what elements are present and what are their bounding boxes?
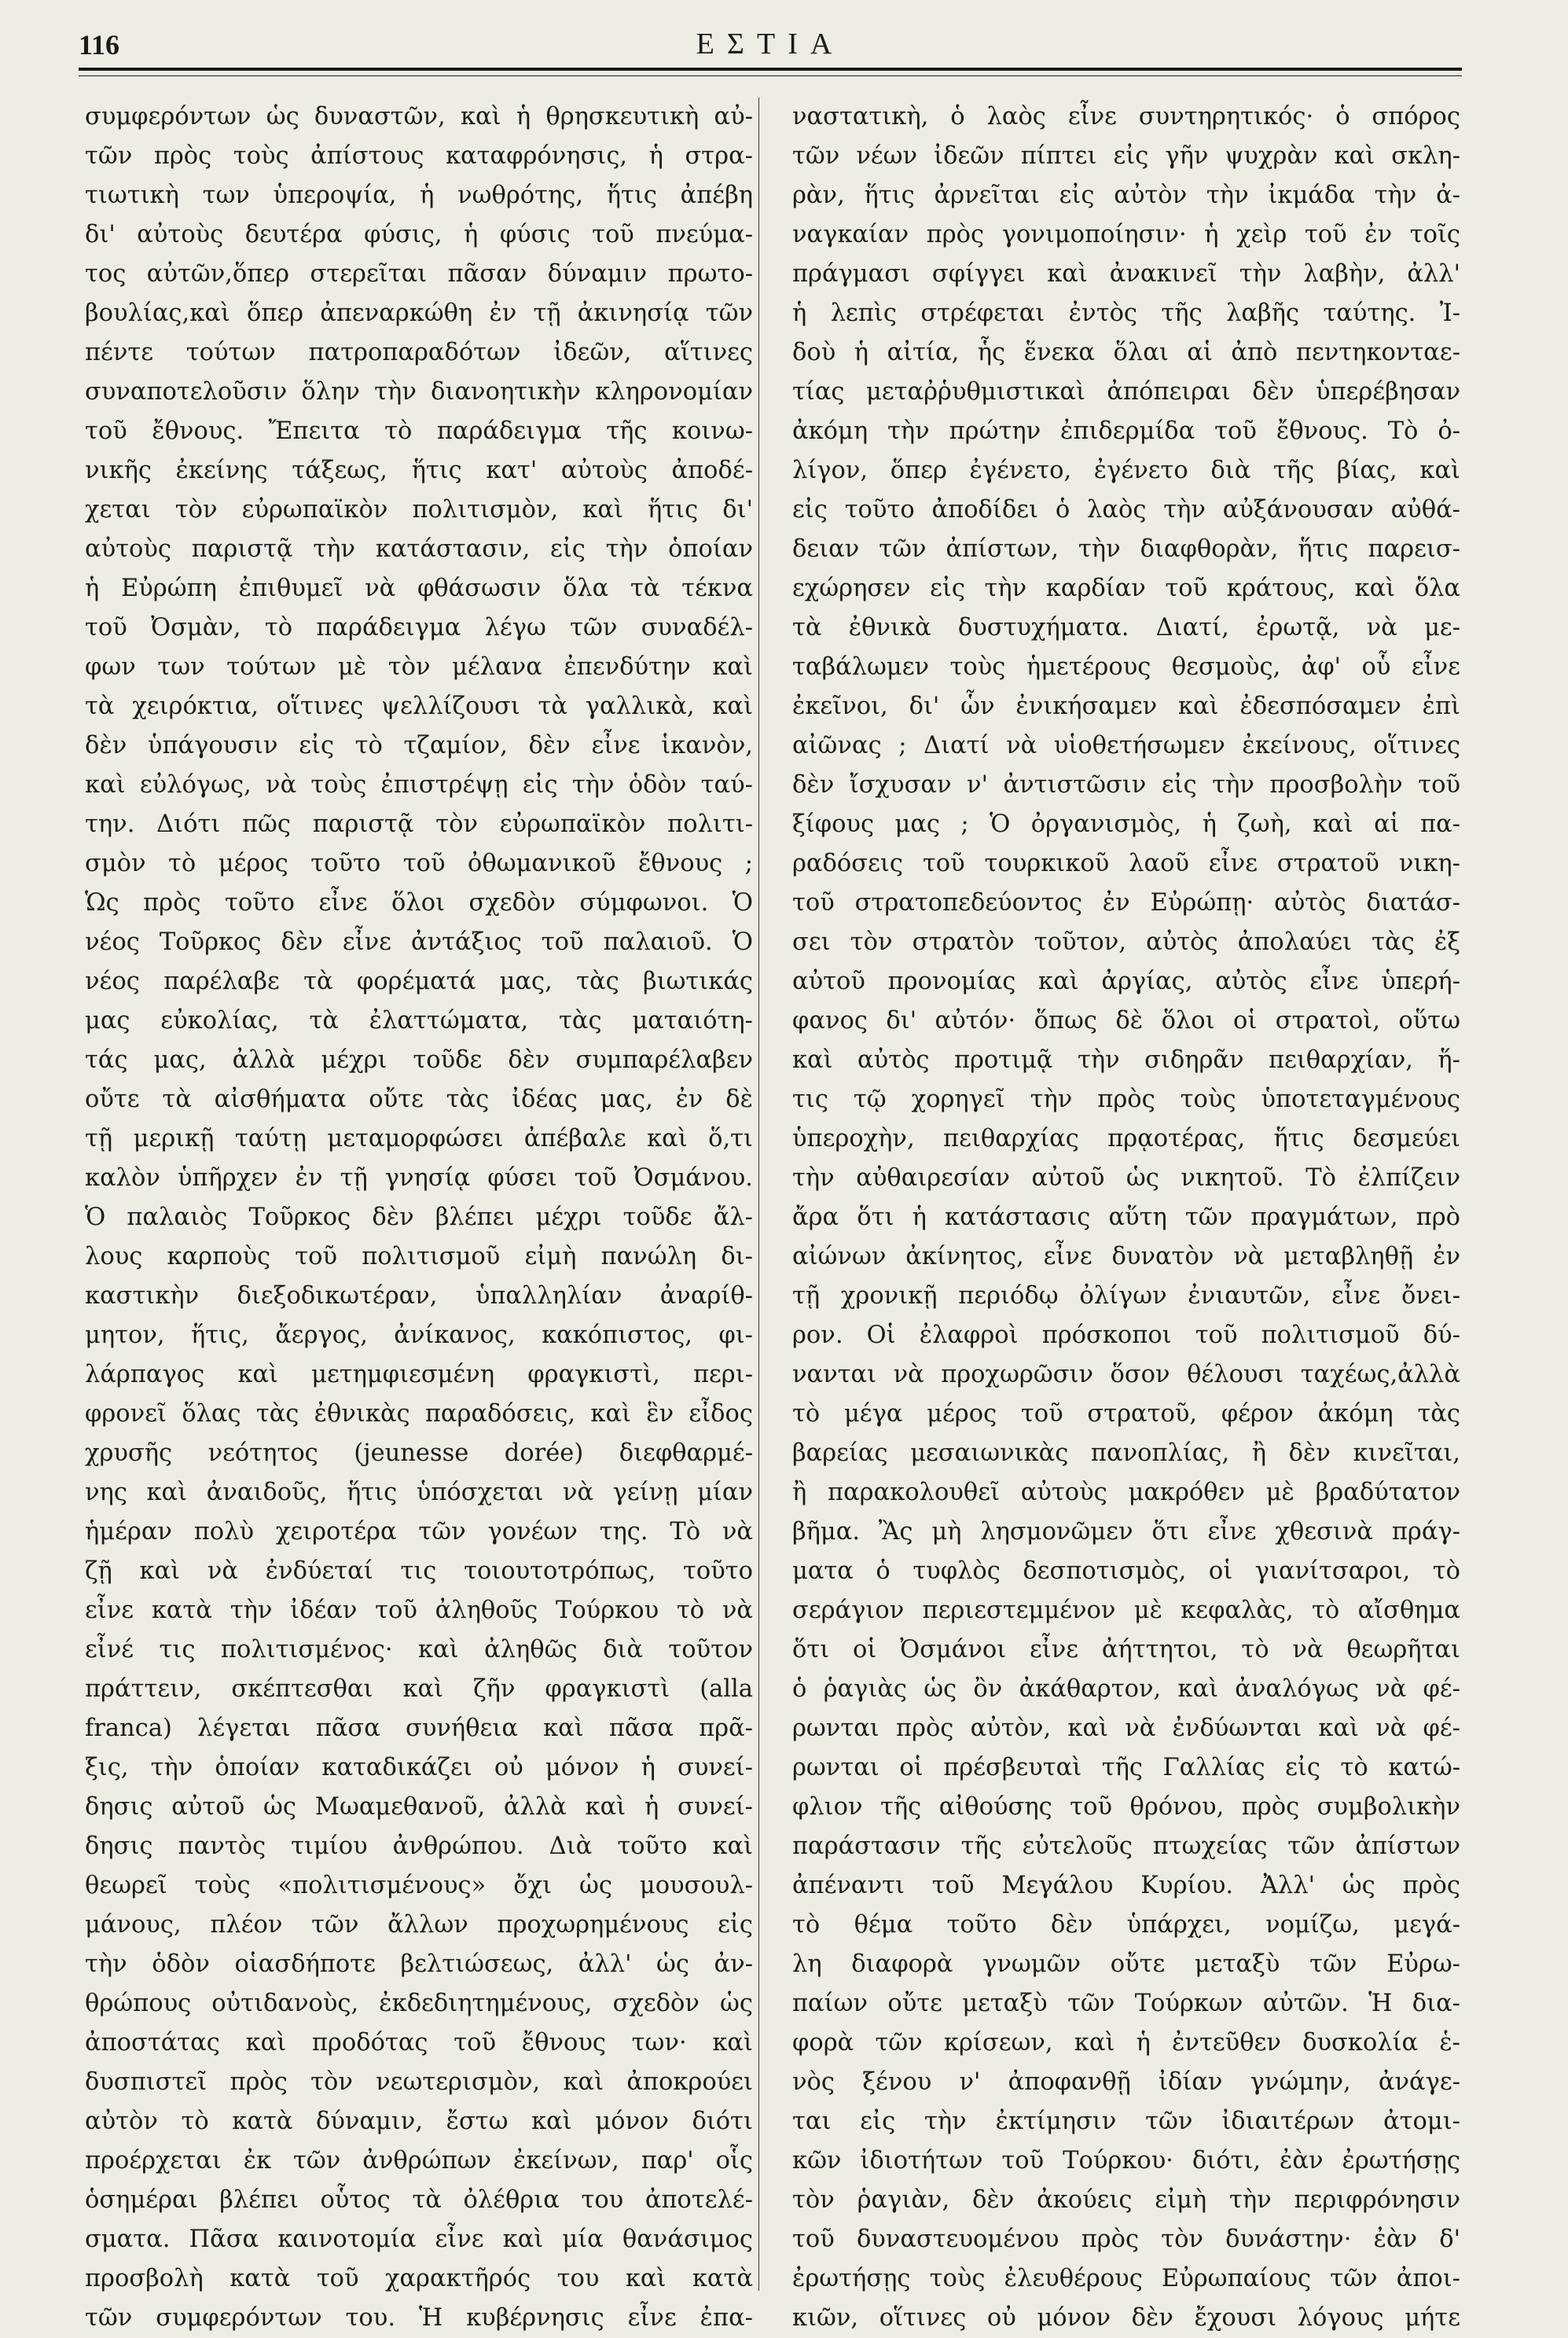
text-line: δησις παντὸς τιμίου ἀνθρώπου. Διὰ τοῦτο καὶ bbox=[85, 1833, 753, 1860]
text-line: τοῦ Ὀσμὰν, τὸ παράδειγμα λέγω τῶν συναδέλ- bbox=[85, 614, 753, 641]
text-line: τῶν νέων ἰδεῶν πίπτει εἰς γῆν ψυχρὰν καὶ σκλη- bbox=[792, 142, 1460, 170]
text-line: βαρείας μεσαιωνικὰς πανοπλίας, ἢ δὲν κινεῖται, bbox=[792, 1439, 1460, 1467]
text-line: λη διαφορὰ γνωμῶν οὔτε μεταξὺ τῶν Εὐρω- bbox=[792, 1950, 1460, 1978]
text-line: μας εὐκολίας, τὰ ἐλαττώματα, τὰς ματαιότη- bbox=[85, 1007, 753, 1035]
text-line: εἶνε κατὰ τὴν ἰδέαν τοῦ ἀληθοῦς Τούρκου τὸ νὰ bbox=[85, 1597, 753, 1624]
text-line: λους καρποὺς τοῦ πολιτισμοῦ εἰμὴ πανώλη δι- bbox=[85, 1243, 753, 1270]
text-line: προσβολὴ κατὰ τοῦ χαρακτῆρός του καὶ κατὰ bbox=[85, 2265, 753, 2292]
text-line: βουλίας,καὶ ὅπερ ἀπεναρκώθη ἐν τῇ ἀκινησίᾳ τῶν bbox=[85, 300, 753, 327]
column-divider bbox=[758, 97, 759, 2291]
text-line: ξις, τὴν ὁποίαν καταδικάζει οὐ μόνον ἡ συνεί- bbox=[85, 1754, 753, 1781]
text-line: πράγμασι σφίγγει καὶ ἀνακινεῖ τὴν λαβὴν, ἀλλ' bbox=[792, 260, 1460, 288]
text-line: κῶν ἰδιοτήτων τοῦ Τούρκου· διότι, ἐὰν ἐρωτήσῃς bbox=[792, 2147, 1460, 2174]
text-line: νανται νὰ προχωρῶσιν ὅσον θέλουσι ταχέως,ἀλλὰ bbox=[792, 1361, 1460, 1388]
text-line: δὲν ἴσχυσαν ν' ἀντιστῶσιν εἰς τὴν προσβολὴν τοῦ bbox=[792, 771, 1460, 799]
text-line: ταβάλωμεν τοὺς ἡμετέρους θεσμοὺς, ἀφ' οὗ εἶνε bbox=[792, 653, 1460, 681]
text-line: τιωτικὴ των ὑπεροψία, ἡ νωθρότης, ἥτις ἀπέβη bbox=[85, 182, 753, 209]
text-line: ὁ ῥαγιὰς ὡς ὂν ἀκάθαρτον, καὶ ἀναλόγως νὰ φέ- bbox=[792, 1675, 1460, 1703]
text-line: δειαν τῶν ἀπίστων, τὴν διαφθορὰν, ἥτις παρεισ- bbox=[792, 535, 1460, 563]
text-line: ξίφους μας ; Ὁ ὀργανισμὸς, ἡ ζωὴ, καὶ αἱ πα- bbox=[792, 811, 1460, 838]
text-line: σμὸν τὸ μέρος τοῦτο τοῦ ὀθωμανικοῦ ἔθνους ; bbox=[85, 850, 753, 877]
header-rule-thin bbox=[79, 75, 1462, 76]
text-line: ὑπεροχὴν, πειθαρχίας πρᾳοτέρας, ἥτις δεσμεύει bbox=[792, 1125, 1460, 1152]
text-line: ται εἰς τὴν ἐκτίμησιν τῶν ἰδιαιτέρων ἀτομι- bbox=[792, 2108, 1460, 2135]
running-header bbox=[79, 24, 1462, 64]
text-line: τοῦ ἔθνους. Ἔπειτα τὸ παράδειγμα τῆς κοινω- bbox=[85, 417, 753, 445]
text-line: ἡ Εὐρώπη ἐπιθυμεῖ νὰ φθάσωσιν ὅλα τὰ τέκνα bbox=[85, 575, 753, 602]
text-line: τῇ χρονικῇ περιόδῳ ὀλίγων ἐνιαυτῶν, εἶνε ὄνει- bbox=[792, 1282, 1460, 1310]
text-line: δησις αὐτοῦ ὡς Μωαμεθανοῦ, ἀλλὰ καὶ ἡ συνεί- bbox=[85, 1793, 753, 1821]
text-line: καὶ αὐτὸς προτιμᾷ τὴν σιδηρᾶν πειθαρχίαν, ἥ- bbox=[792, 1046, 1460, 1074]
text-line: αἰώνων ἀκίνητος, εἶνε δυνατὸν νὰ μεταβληθῇ ἐν bbox=[792, 1243, 1460, 1270]
header-rule bbox=[79, 68, 1462, 71]
text-line: καὶ εὐλόγως, νὰ τοὺς ἐπιστρέψῃ εἰς τὴν ὁδὸν ταύ- bbox=[85, 771, 753, 799]
text-line: ἀποστάτας καὶ προδότας τοῦ ἔθνους των· καὶ bbox=[85, 2029, 753, 2057]
text-line: τις τῷ χορηγεῖ τὴν πρὸς τοὺς ὑποτεταγμένους bbox=[792, 1086, 1460, 1113]
text-line: χρυσῆς νεότητος (jeunesse dorée) διεφθαρμέ- bbox=[85, 1439, 753, 1467]
text-line: φανος δι' αὐτόν· ὅπως δὲ ὅλοι οἱ στρατοὶ, οὕτω bbox=[792, 1007, 1460, 1035]
text-line: ραδόσεις τοῦ τουρκικοῦ λαοῦ εἶνε στρατοῦ νικη- bbox=[792, 850, 1460, 877]
text-line: μητον, ἥτις, ἄεργος, ἀνίκανος, κακόπιστος, φι- bbox=[85, 1322, 753, 1349]
text-line: δι' αὐτοὺς δευτέρα φύσις, ἡ φύσις τοῦ πνεύμα- bbox=[85, 221, 753, 248]
text-line: ἡ λεπὶς στρέφεται ἐντὸς τῆς λαβῆς ταύτης. Ἰ- bbox=[792, 300, 1460, 327]
text-line: μάνους, πλέον τῶν ἄλλων προχωρημένους εἰς bbox=[85, 1911, 753, 1939]
text-line: τος αὐτῶν,ὅπερ στερεῖται πᾶσαν δύναμιν πρωτο- bbox=[85, 260, 753, 288]
text-line: ρον. Οἱ ἐλαφροὶ πρόσκοποι τοῦ πολιτισμοῦ δύ- bbox=[792, 1322, 1460, 1349]
text-line: νέος Τοῦρκος δὲν εἶνε ἀντάξιος τοῦ παλαιοῦ. Ὁ bbox=[85, 928, 753, 956]
text-line: χεται τὸν εὐρωπαϊκὸν πολιτισμὸν, καὶ ἥτις δι' bbox=[85, 496, 753, 524]
text-line: παράστασιν τῆς εὐτελοῦς πτωχείας τῶν ἀπίστων bbox=[792, 1833, 1460, 1860]
text-line: νης καὶ ἀναιδοῦς, ἥτις ὑπόσχεται νὰ γείνῃ μίαν bbox=[85, 1479, 753, 1506]
text-line: θεωρεῖ τοὺς «πολιτισμένους» ὄχι ὡς μουσουλ- bbox=[85, 1872, 753, 1899]
text-line: τοῦ στρατοπεδεύοντος ἐν Εὐρώπῃ· αὐτὸς διατάσ- bbox=[792, 889, 1460, 917]
text-line: αἰῶνας ; Διατί νὰ υἱοθετήσωμεν ἐκείνους, οἵτινες bbox=[792, 732, 1460, 759]
text-line: σει τὸν στρατὸν τοῦτον, αὐτὸς ἀπολαύει τὰς ἐξ bbox=[792, 928, 1460, 956]
text-line: Ὡς πρὸς τοῦτο εἶνε ὅλοι σχεδὸν σύμφωνοι. Ὁ bbox=[85, 889, 753, 917]
text-line: φορὰ τῶν κρίσεων, καὶ ἡ ἐντεῦθεν δυσκολία ἑ- bbox=[792, 2029, 1460, 2057]
text-line: αὐτοῦ προνομίας καὶ ἀργίας, αὐτὸς εἶνε ὑπερή- bbox=[792, 968, 1460, 995]
text-line: τῇ μερικῇ ταύτῃ μεταμορφώσει ἀπέβαλε καὶ ὅ,τι bbox=[85, 1125, 753, 1152]
text-line: αὐτὸν τὸ κατὰ δύναμιν, ἔστω καὶ μόνον διότι bbox=[85, 2108, 753, 2135]
text-line: τῶν πρὸς τοὺς ἀπίστους καταφρόνησις, ἡ στρα- bbox=[85, 142, 753, 170]
text-line: προέρχεται ἐκ τῶν ἀνθρώπων ἐκείνων, παρ' οἷς bbox=[85, 2147, 753, 2174]
text-line: τὸν ῥαγιὰν, δὲν ἀκούεις εἰμὴ τὴν περιφρόνησιν bbox=[792, 2186, 1460, 2214]
text-line: θρώπους οὐτιδανοὺς, ἐκδεδιητημένους, σχεδὸν ὡς bbox=[85, 1990, 753, 2017]
text-line: ἀκόμη τὴν πρώτην ἐπιδερμίδα τοῦ ἔθνους. Τὸ ὀ- bbox=[792, 417, 1460, 445]
text-line: δοὺ ἡ αἰτία, ἧς ἕνεκα ὅλαι αἱ ἀπὸ πεντηκονταε- bbox=[792, 339, 1460, 366]
text-line: οὔτε τὰ αἰσθήματα οὔτε τὰς ἰδέας μας, ἐν δὲ bbox=[85, 1086, 753, 1113]
text-line: ρωνται πρὸς αὐτὸν, καὶ νὰ ἐνδύωνται καὶ νὰ φέ- bbox=[792, 1715, 1460, 1742]
text-line: ρωνται οἱ πρέσβευταὶ τῆς Γαλλίας εἰς τὸ κατώ- bbox=[792, 1754, 1460, 1781]
text-line: καστικὴν διεξοδικωτέραν, ὑπαλληλίαν ἀναρίθ- bbox=[85, 1282, 753, 1310]
text-line: τὴν ὁδὸν οἱασδήποτε βελτιώσεως, ἀλλ' ὡς ἀν- bbox=[85, 1950, 753, 1978]
text-line: ναγκαίαν πρὸς γονιμοποίησιν· ἡ χεὶρ τοῦ ἐν τοῖς bbox=[792, 221, 1460, 248]
text-line: νικῆς ἐκείνης τάξεως, ἥτις κατ' αὐτοὺς ἀποδέ- bbox=[85, 457, 753, 484]
text-line: εχώρησεν εἰς τὴν καρδίαν τοῦ κράτους, καὶ ὅλα bbox=[792, 575, 1460, 602]
text-line: τοῦ δυναστευομένου πρὸς τὸν δυνάστην· ἐὰν δ' bbox=[792, 2226, 1460, 2253]
text-line: ὁσημέραι βλέπει οὗτος τὰ ὀλέθρια του ἀποτελέ- bbox=[85, 2186, 753, 2214]
text-line: βῆμα. Ἂς μὴ λησμονῶμεν ὅτι εἶνε χθεσινὰ πράγ- bbox=[792, 1518, 1460, 1546]
text-line: τῶν συμφερόντων του. Ἡ κυβέρνησις εἶνε ἐπα- bbox=[85, 2304, 753, 2332]
text-line: ζῇ καὶ νὰ ἐνδύεταί τις τοιουτοτρόπως, τοῦτο bbox=[85, 1557, 753, 1585]
journal-title: ΕΣΤΙΑ bbox=[696, 28, 845, 61]
text-line: ναστατικὴ, ὁ λαὸς εἶνε συντηρητικός· ὁ σπόρος bbox=[792, 103, 1460, 131]
text-line: τάς μας, ἀλλὰ μέχρι τοῦδε δὲν συμπαρέλαβεν bbox=[85, 1046, 753, 1074]
text-line: franca) λέγεται πᾶσα συνήθεια καὶ πᾶσα πρᾶ- bbox=[85, 1715, 753, 1742]
text-line: εἰς τοῦτο ἀποδίδει ὁ λαὸς τὴν αὐξάνουσαν αὐθά- bbox=[792, 496, 1460, 524]
text-line: σεράγιον περιεστεμμένον μὲ κεφαλὰς, τὸ αἴσθημα bbox=[792, 1597, 1460, 1624]
text-line: τίας μεταῤῥυθμιστικαὶ ἀπόπειραι δὲν ὑπερέβησαν bbox=[792, 378, 1460, 406]
text-line: ἐρωτήσῃς τοὺς ἐλευθέρους Εὐρωπαίους τῶν ἀποι- bbox=[792, 2265, 1460, 2292]
text-column-right bbox=[792, 97, 1460, 2338]
text-line: φλιον τῆς αἰθούσης τοῦ θρόνου, πρὸς συμβολικὴν bbox=[792, 1793, 1460, 1821]
page-number: 116 bbox=[79, 29, 120, 61]
text-line: τὸ θέμα τοῦτο δὲν ὑπάρχει, νομίζω, μεγά- bbox=[792, 1911, 1460, 1939]
text-line: ἢ παρακολουθεῖ αὐτοὺς μακρόθεν μὲ βραδύτατον bbox=[792, 1479, 1460, 1506]
text-line: νέος παρέλαβε τὰ φορέματά μας, τὰς βιωτικάς bbox=[85, 968, 753, 995]
text-line: δὲν ὑπάγουσιν εἰς τὸ τζαμίον, δὲν εἶνε ἱκανὸν, bbox=[85, 732, 753, 759]
text-line: Ὁ παλαιὸς Τοῦρκος δὲν βλέπει μέχρι τοῦδε ἄλ- bbox=[85, 1204, 753, 1231]
text-line: λάρπαγος καὶ μετημφιεσμένη φραγκιστὶ, περι- bbox=[85, 1361, 753, 1388]
text-column-left bbox=[85, 97, 753, 2338]
text-line: συμφερόντων ὡς δυναστῶν, καὶ ἡ θρησκευτικὴ αὐ- bbox=[85, 103, 753, 131]
text-line: τὴν αὐθαιρεσίαν αὐτοῦ ὡς νικητοῦ. Τὸ ἐλπίζειν bbox=[792, 1164, 1460, 1192]
text-line: αὐτοὺς παριστᾷ τὴν κατάστασιν, εἰς τὴν ὁποίαν bbox=[85, 535, 753, 563]
text-line: τὰ ἐθνικὰ δυστυχήματα. Διατί, ἐρωτᾷ, νὰ με- bbox=[792, 614, 1460, 641]
text-line: καλὸν ὑπῆρχεν ἐν τῇ γνησίᾳ φύσει τοῦ Ὀσμάνου. bbox=[85, 1164, 753, 1192]
text-line: συναποτελοῦσιν ὅλην τὴν διανοητικὴν κληρονομίαν bbox=[85, 378, 753, 406]
text-line: ἀπέναντι τοῦ Μεγάλου Κυρίου. Ἀλλ' ὡς πρὸς bbox=[792, 1872, 1460, 1899]
text-line: λίγον, ὅπερ ἐγένετο, ἐγένετο διὰ τῆς βίας, καὶ bbox=[792, 457, 1460, 484]
text-line: παίων οὔτε μεταξὺ τῶν Τούρκων αὐτῶν. Ἡ δια- bbox=[792, 1990, 1460, 2017]
text-line: εἶνέ τις πολιτισμένος· καὶ ἀληθῶς διὰ τοῦτον bbox=[85, 1636, 753, 1663]
text-line: πέντε τούτων πατροπαραδότων ἰδεῶν, αἵτινες bbox=[85, 339, 753, 366]
text-line: ὅτι οἱ Ὀσμάνοι εἶνε ἀήττητοι, τὸ νὰ θεωρῆται bbox=[792, 1636, 1460, 1663]
text-line: ἡμέραν πολὺ χειροτέρα τῶν γονέων της. Τὸ νὰ bbox=[85, 1518, 753, 1546]
text-line: κιῶν, οἵτινες οὐ μόνον δὲν ἔχουσι λόγους μήτε bbox=[792, 2304, 1460, 2332]
text-line: ματα ὁ τυφλὸς δεσποτισμὸς, οἱ γιανίτσαροι, τὸ bbox=[792, 1557, 1460, 1585]
text-line: τὰ χειρόκτια, οἵτινες ψελλίζουσι τὰ γαλλικὰ, καὶ bbox=[85, 693, 753, 720]
text-line: πράττειν, σκέπτεσθαι καὶ ζῆν φραγκιστὶ (alla bbox=[85, 1675, 753, 1703]
text-line: την. Διότι πῶς παριστᾷ τὸν εὐρωπαϊκὸν πολιτι- bbox=[85, 811, 753, 838]
text-line: σματα. Πᾶσα καινοτομία εἶνε καὶ μία θανάσιμος bbox=[85, 2226, 753, 2253]
text-line: νὸς ξένου ν' ἀποφανθῇ ἰδίαν γνώμην, ἀνάγε- bbox=[792, 2068, 1460, 2096]
text-line: ἐκεῖνοι, δι' ὧν ἐνικήσαμεν καὶ ἐδεσπόσαμεν ἐπὶ bbox=[792, 693, 1460, 720]
text-line: ρὰν, ἥτις ἀρνεῖται εἰς αὐτὸν τὴν ἰκμάδα τὴν ἀ- bbox=[792, 182, 1460, 209]
text-line: τὸ μέγα μέρος τοῦ στρατοῦ, φέρον ἀκόμη τὰς bbox=[792, 1400, 1460, 1428]
text-line: φων των τούτων μὲ τὸν μέλανα ἐπενδύτην καὶ bbox=[85, 653, 753, 681]
text-line: δυσπιστεῖ πρὸς τὸν νεωτερισμὸν, καὶ ἀποκρούει bbox=[85, 2068, 753, 2096]
text-line: φρονεῖ ὅλας τὰς ἐθνικὰς παραδόσεις, καὶ ἓν εἶδος bbox=[85, 1400, 753, 1428]
text-line: ἄρα ὅτι ἡ κατάστασις αὕτη τῶν πραγμάτων, πρὸ bbox=[792, 1204, 1460, 1231]
